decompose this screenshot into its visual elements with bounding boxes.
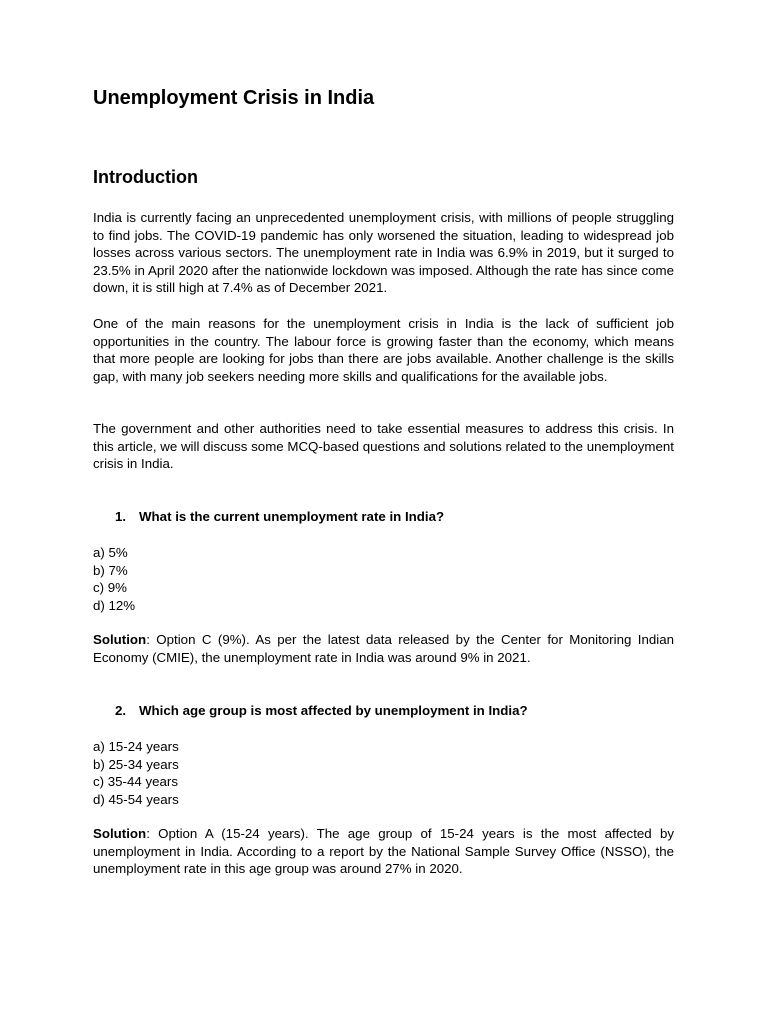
question-2-solution-label: Solution [93,826,147,841]
question-1-option-d: d) 12% [93,597,136,613]
intro-paragraph-1: India is currently facing an unprecedented unemployment crisis, with millions of people struggling to find jobs. The COVID-19 pandemic has only worsened the situation, leading to widespread job losses across various sectors. The unemployment rate in India was 6.9% in 2019, but it surged to 23.5% in April 2020 after the nationwide lockdown was imposed. Although the rate has since come down, it is still high at 7.4% as of December 2021. [93,210,674,296]
document-title: Unemployment Crisis in India [93,87,375,109]
question-2-option-b: b) 25-34 years [93,756,179,772]
question-2-options [93,738,179,808]
introduction-heading: Introduction [93,167,198,187]
question-2-solution [93,825,674,878]
question-1-solution-label: Solution [93,632,147,647]
question-1-option-c: c) 9% [93,580,127,596]
intro-paragraph-2: One of the main reasons for the unemployment crisis in India is the lack of sufficient job opportunities in the country. The labour force is growing faster than the economy, which means that more people are looking for jobs than there are jobs available. Another challenge is the skills gap, with many job seekers needing more skills and qualifications for the available jobs. [93,316,674,384]
question-2-number: 2. [115,703,127,718]
intro-paragraph-3: The government and other authorities need to take essential measures to address this crisis. In this article, we will discuss some MCQ-based questions and solutions related to the unemployment crisis in India. [93,421,674,472]
question-2-solution-text: : Option A (15-24 years). The age group of 15-24 years is the most affected by unemployment in India. According to a report by the National Sample Survey Office (NSSO), the unemployment rate in this age group was around 27% in 2020. [93,826,674,877]
question-2 [115,703,528,718]
question-1-options [93,544,135,614]
question-1-option-b: b) 7% [93,562,128,578]
question-1-option-a: a) 5% [93,545,128,560]
question-1-solution [93,631,674,666]
question-1 [115,509,444,524]
question-2-option-a: a) 15-24 years [93,739,179,754]
question-2-text: Which age group is most affected by unemployment in India? [139,703,528,718]
question-1-solution-text: : Option C (9%). As per the latest data released by the Center for Monitoring Indian Economy (CMIE), the unemployment rate in India was around 9% in 2021. [93,632,674,665]
question-1-text: What is the current unemployment rate in India? [139,509,445,524]
question-1-number: 1. [115,509,127,524]
question-2-option-c: c) 35-44 years [93,774,178,790]
question-2-option-d: d) 45-54 years [93,791,179,807]
